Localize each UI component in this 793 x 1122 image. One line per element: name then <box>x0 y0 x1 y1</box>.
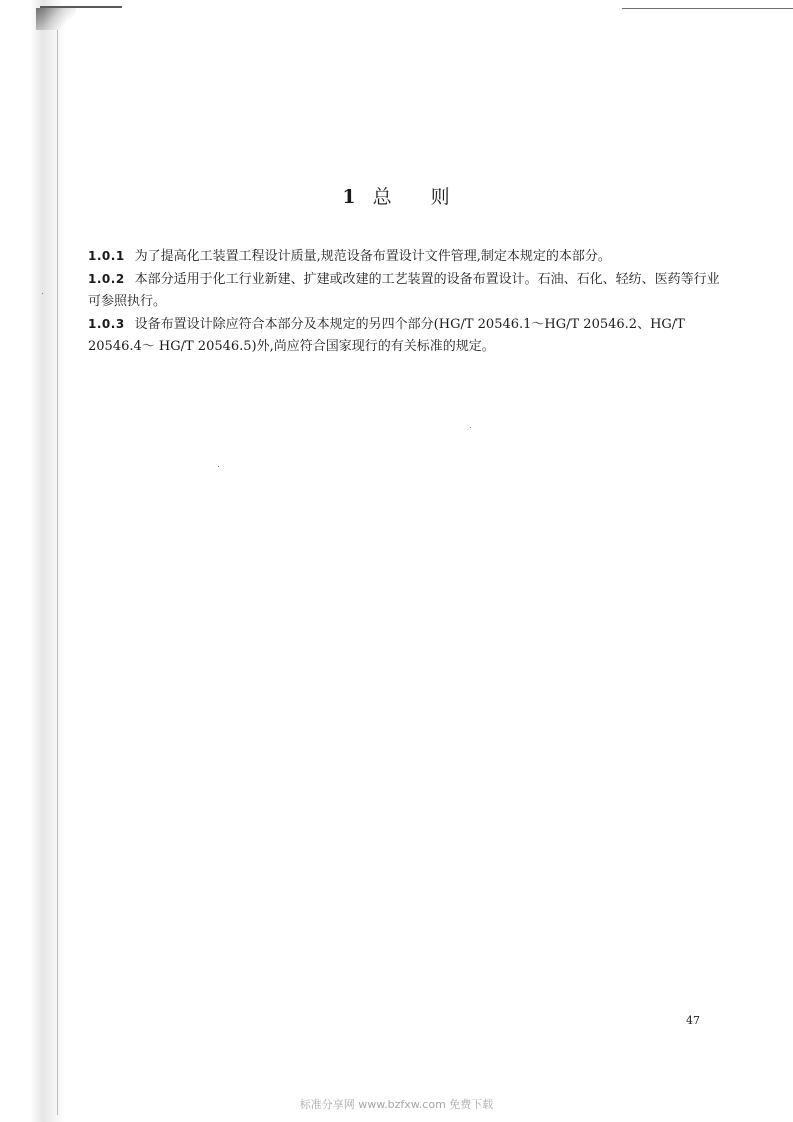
page-number: 47 <box>686 1014 700 1027</box>
chapter-title <box>0 182 793 209</box>
scan-shadow-left <box>30 0 66 1122</box>
chapter-title-char: 总 <box>372 186 393 208</box>
footer-watermark: 标准分享网 www.bzfxw.com 免费下载 <box>299 1098 494 1111</box>
scan-speck <box>218 466 219 467</box>
scan-speck <box>470 427 471 428</box>
scan-top-right-line <box>622 8 793 9</box>
clause-1-0-1 <box>88 245 720 268</box>
scan-corner-shadow <box>36 8 76 30</box>
chapter-number: 1 <box>342 186 357 208</box>
clause-list <box>88 245 720 358</box>
clause-number: 1.0.2 <box>88 272 125 286</box>
clause-1-0-3 <box>88 313 720 358</box>
clause-1-0-2 <box>88 268 720 313</box>
clause-number: 1.0.3 <box>88 317 125 331</box>
scan-speck <box>42 293 43 294</box>
clause-text: 本部分适用于化工行业新建、扩建或改建的工艺装置的设备布置设计。石油、石化、轻纺、医药等行业可参照执行。 <box>88 272 720 309</box>
clause-number: 1.0.1 <box>88 249 125 263</box>
clause-text: 设备布置设计除应符合本部分及本规定的另四个部分(HG/T 20546.1～HG/T 20546.2、HG/T 20546.4～ HG/T 20546.5)外,尚应符合国家现行的有关标准的规定。 <box>88 317 685 354</box>
clause-text: 为了提高化工装置工程设计质量,规范设备布置设计文件管理,制定本规定的本部分。 <box>134 249 611 264</box>
chapter-title-char: 则 <box>430 186 451 208</box>
